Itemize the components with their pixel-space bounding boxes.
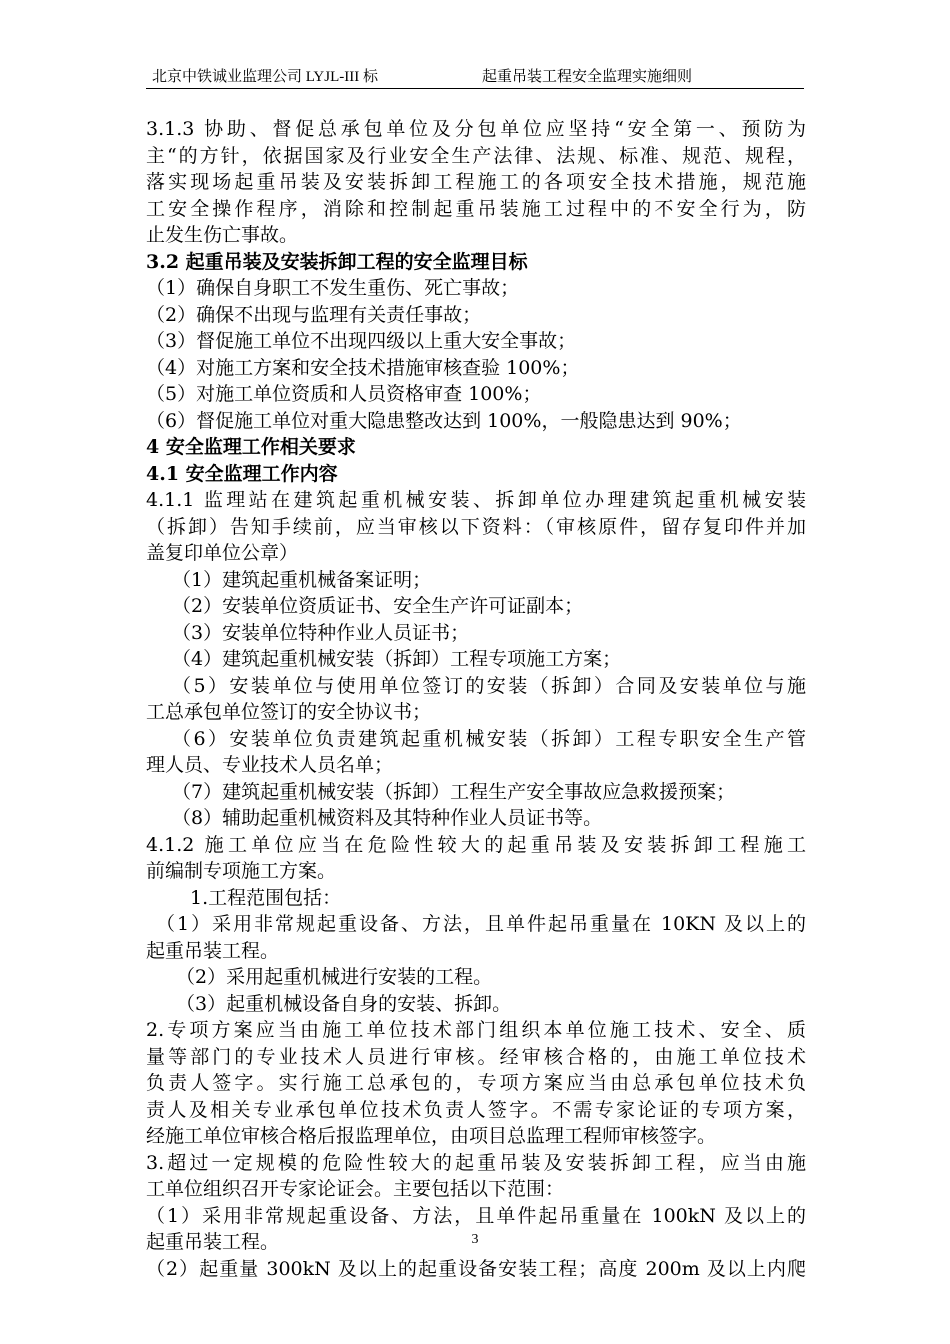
text-line: （5）对施工单位资质和人员资格审查 100%； bbox=[146, 383, 542, 405]
text-line: （3）督促施工单位不出现四级以上重大安全事故； bbox=[146, 330, 577, 352]
text-line: （2）确保不出现与监理有关责任事故； bbox=[146, 303, 482, 326]
text-line: 量等部门的专业技术人员进行审核。经审核合格的，由施工单位技术 bbox=[146, 1045, 806, 1068]
page-header bbox=[146, 62, 804, 89]
text-line: （1）采用非常规起重设备、方法，且单件起吊重量在 10KN 及以上的 bbox=[156, 913, 806, 935]
text-line: （2）起重量 300kN 及以上的起重设备安装工程；高度 200m 及以上内爬 bbox=[146, 1257, 806, 1280]
text-line: 4.1.2 施工单位应当在危险性较大的起重吊装及安装拆卸工程施工 bbox=[146, 833, 806, 856]
text-line: （2）采用起重机械进行安装的工程。 bbox=[176, 966, 493, 988]
text-line: （1）采用非常规起重设备、方法，且单件起吊重量在 100kN 及以上的 bbox=[146, 1204, 806, 1227]
text-line: （8）辅助起重机械资料及其特种作业人员证书等。 bbox=[172, 807, 603, 829]
page-number: 3 bbox=[471, 1232, 479, 1247]
text-line: （4）对施工方案和安全技术措施审核查验 100%； bbox=[146, 356, 580, 379]
text-line: （6）安装单位负责建筑起重机械安装（拆卸）工程专职安全生产管 bbox=[172, 727, 806, 750]
text-line: （拆卸）告知手续前，应当审核以下资料：（审核原件，留存复印件并加 bbox=[146, 515, 806, 538]
text-line: 主“的方针，依据国家及行业安全生产法律、法规、标准、规范、规程， bbox=[146, 144, 806, 167]
text-line: 4.1.1 监理站在建筑起重机械安装、拆卸单位办理建筑起重机械安装 bbox=[146, 489, 806, 511]
text-line: （5）安装单位与使用单位签订的安装（拆卸）合同及安装单位与施 bbox=[172, 674, 806, 697]
document-body bbox=[146, 116, 806, 1282]
text-line: 工总承包单位签订的安全协议书； bbox=[146, 701, 432, 723]
text-line: 3.超过一定规模的危险性较大的起重吊装及安装拆卸工程，应当由施 bbox=[146, 1151, 806, 1174]
text-line: 责人及相关专业承包单位技术负责人签字。不需专家论证的专项方案， bbox=[146, 1098, 806, 1121]
text-line: 经施工单位审核合格后报监理单位，由项目总监理工程师审核签字。 bbox=[146, 1125, 717, 1147]
section-heading: 4.1 安全监理工作内容 bbox=[146, 462, 338, 485]
section-heading: 4 安全监理工作相关要求 bbox=[146, 436, 356, 458]
text-line: （4）建筑起重机械安装（拆卸）工程专项施工方案； bbox=[172, 648, 622, 670]
text-line: （6）督促施工单位对重大隐患整改达到 100%，一般隐患达到 90%； bbox=[146, 409, 742, 432]
text-line: 工安全操作程序，消除和控制起重吊装施工过程中的不安全行为，防 bbox=[146, 197, 806, 220]
text-line: （3）起重机械设备自身的安装、拆卸。 bbox=[176, 992, 512, 1015]
header-document-title: 起重吊装工程安全监理实施细则 bbox=[482, 69, 693, 85]
text-line: 落实现场起重吊装及安装拆卸工程施工的各项安全技术措施，规范施 bbox=[146, 171, 806, 193]
text-line: 理人员、专业技术人员名单； bbox=[146, 754, 394, 776]
text-line: 工单位组织召开专家论证会。主要包括以下范围： bbox=[146, 1178, 565, 1200]
text-line: 前编制专项施工方案。 bbox=[146, 860, 337, 882]
text-line: 3.1.3 协助、督促总承包单位及分包单位应坚持“安全第一、预防为 bbox=[146, 118, 806, 140]
text-line: 起重吊装工程。 bbox=[146, 1231, 280, 1253]
text-line: 盖复印单位公章） bbox=[146, 542, 299, 564]
text-line: （1）确保自身职工不发生重伤、死亡事故； bbox=[146, 277, 520, 299]
text-line: 2.专项方案应当由施工单位技术部门组织本单位施工技术、安全、质 bbox=[146, 1019, 806, 1041]
text-line: 1.工程范围包括： bbox=[190, 886, 342, 909]
text-line: （3）安装单位特种作业人员证书； bbox=[172, 621, 470, 644]
text-line: 起重吊装工程。 bbox=[146, 939, 280, 962]
text-line: （2）安装单位资质证书、安全生产许可证副本； bbox=[172, 595, 584, 617]
text-line: （1）建筑起重机械备案证明； bbox=[172, 568, 432, 591]
text-line: 负责人签字。实行施工总承包的，专项方案应当由总承包单位技术负 bbox=[146, 1072, 806, 1094]
text-line: （7）建筑起重机械安装（拆卸）工程生产安全事故应急救援预案； bbox=[172, 780, 736, 803]
section-heading: 3.2 起重吊装及安装拆卸工程的安全监理目标 bbox=[146, 250, 528, 273]
header-company: 北京中铁诚业监理公司 LYJL-III 标 bbox=[152, 69, 378, 85]
text-line: 止发生伤亡事故。 bbox=[146, 224, 299, 246]
